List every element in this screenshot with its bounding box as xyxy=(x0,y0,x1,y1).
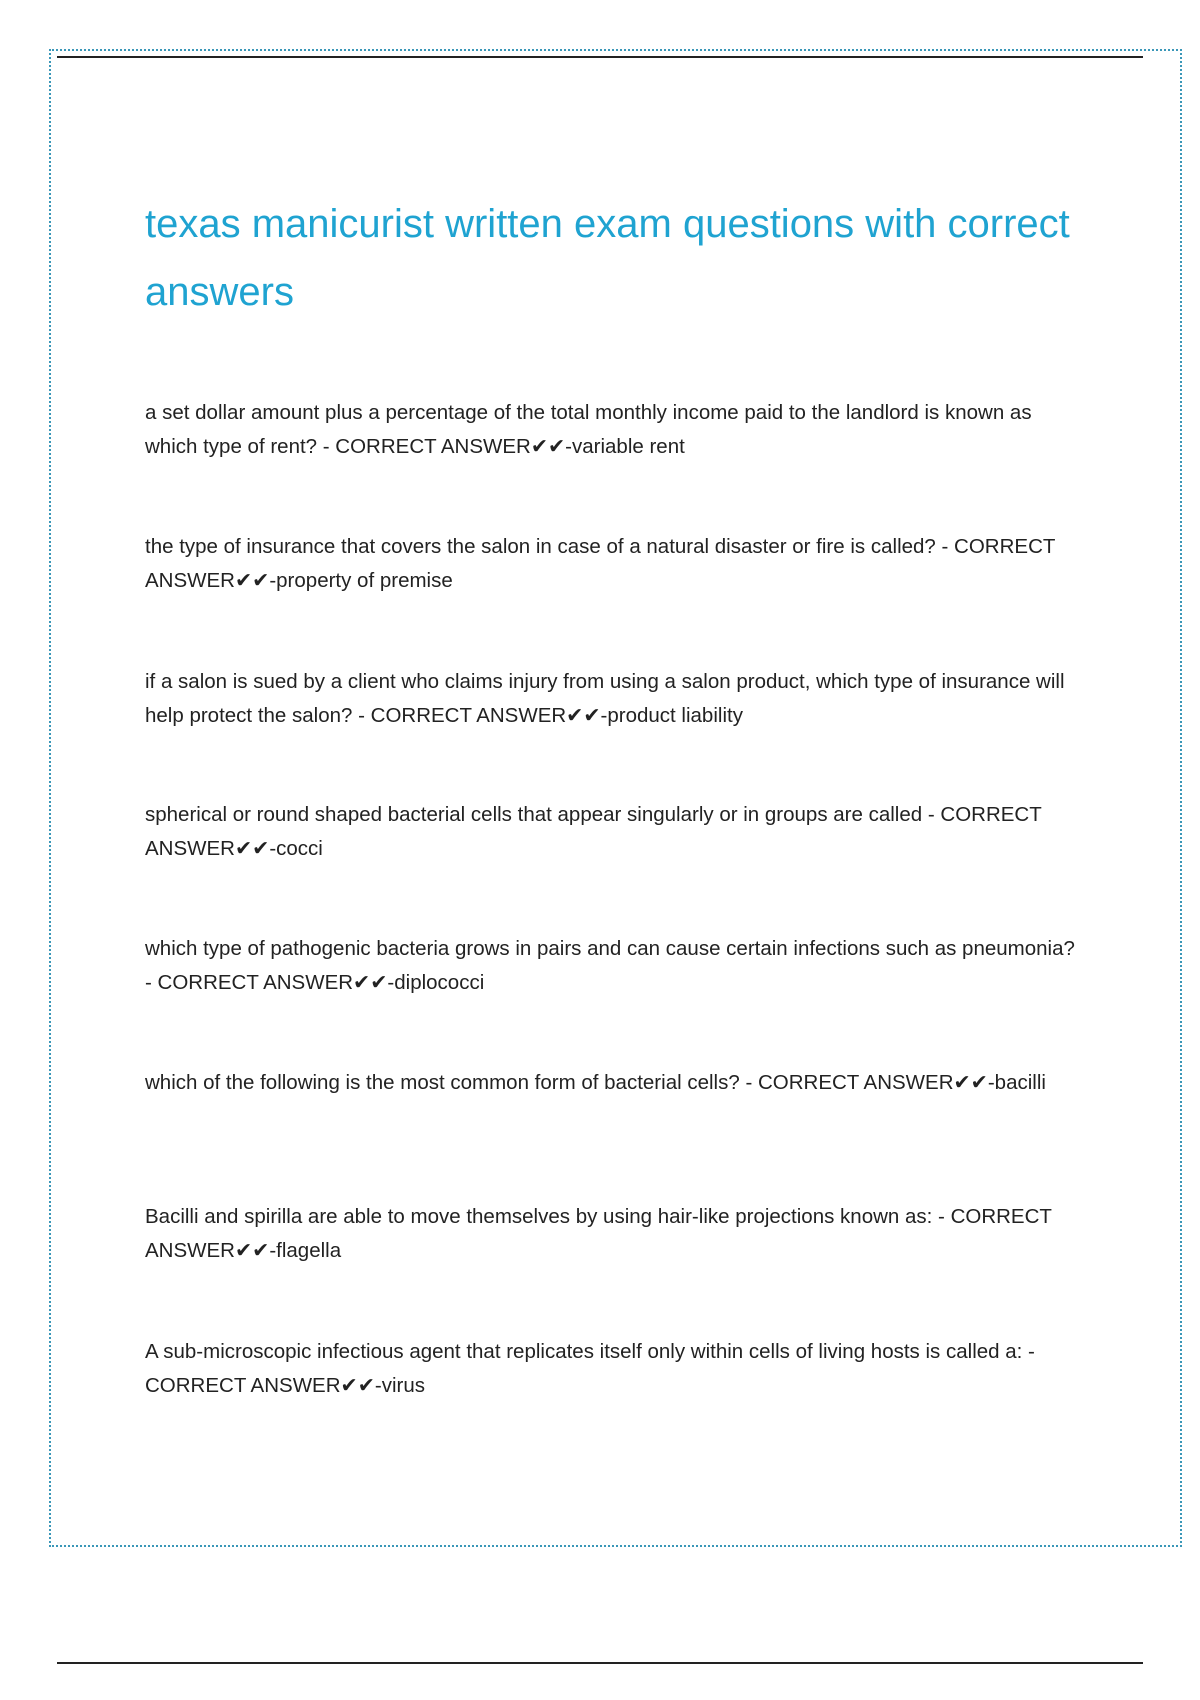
qa-item: which of the following is the most common form of bacterial cells? - CORRECT ANSWER✔✔-bacilli xyxy=(145,1071,1046,1094)
qa-item: Bacilli and spirilla are able to move themselves by using hair-like projections known as: - CORRECT ANSWER✔✔-flagella xyxy=(145,1205,1052,1262)
bottom-divider xyxy=(57,1662,1143,1664)
qa-item: A sub-microscopic infectious agent that replicates itself only within cells of living hosts is called a: - CORRECT ANSWER✔✔-virus xyxy=(145,1340,1035,1397)
top-divider xyxy=(57,56,1143,58)
qa-item: which type of pathogenic bacteria grows in pairs and can cause certain infections such as pneumonia? - CORRECT ANSWER✔✔-diplococci xyxy=(145,937,1075,994)
qa-item: a set dollar amount plus a percentage of the total monthly income paid to the landlord is known as which type of rent? - CORRECT ANSWER✔✔-variable rent xyxy=(145,401,1032,458)
qa-item: if a salon is sued by a client who claims injury from using a salon product, which type of insurance will help protect the salon? - CORRECT ANSWER✔✔-product liability xyxy=(145,670,1065,727)
qa-item: spherical or round shaped bacterial cells that appear singularly or in groups are called - CORRECT ANSWER✔✔-cocci xyxy=(145,803,1042,860)
qa-item: the type of insurance that covers the salon in case of a natural disaster or fire is called? - CORRECT ANSWER✔✔-property of premise xyxy=(145,535,1056,592)
document-title: texas manicurist written exam questions with correct answers xyxy=(145,202,1070,314)
